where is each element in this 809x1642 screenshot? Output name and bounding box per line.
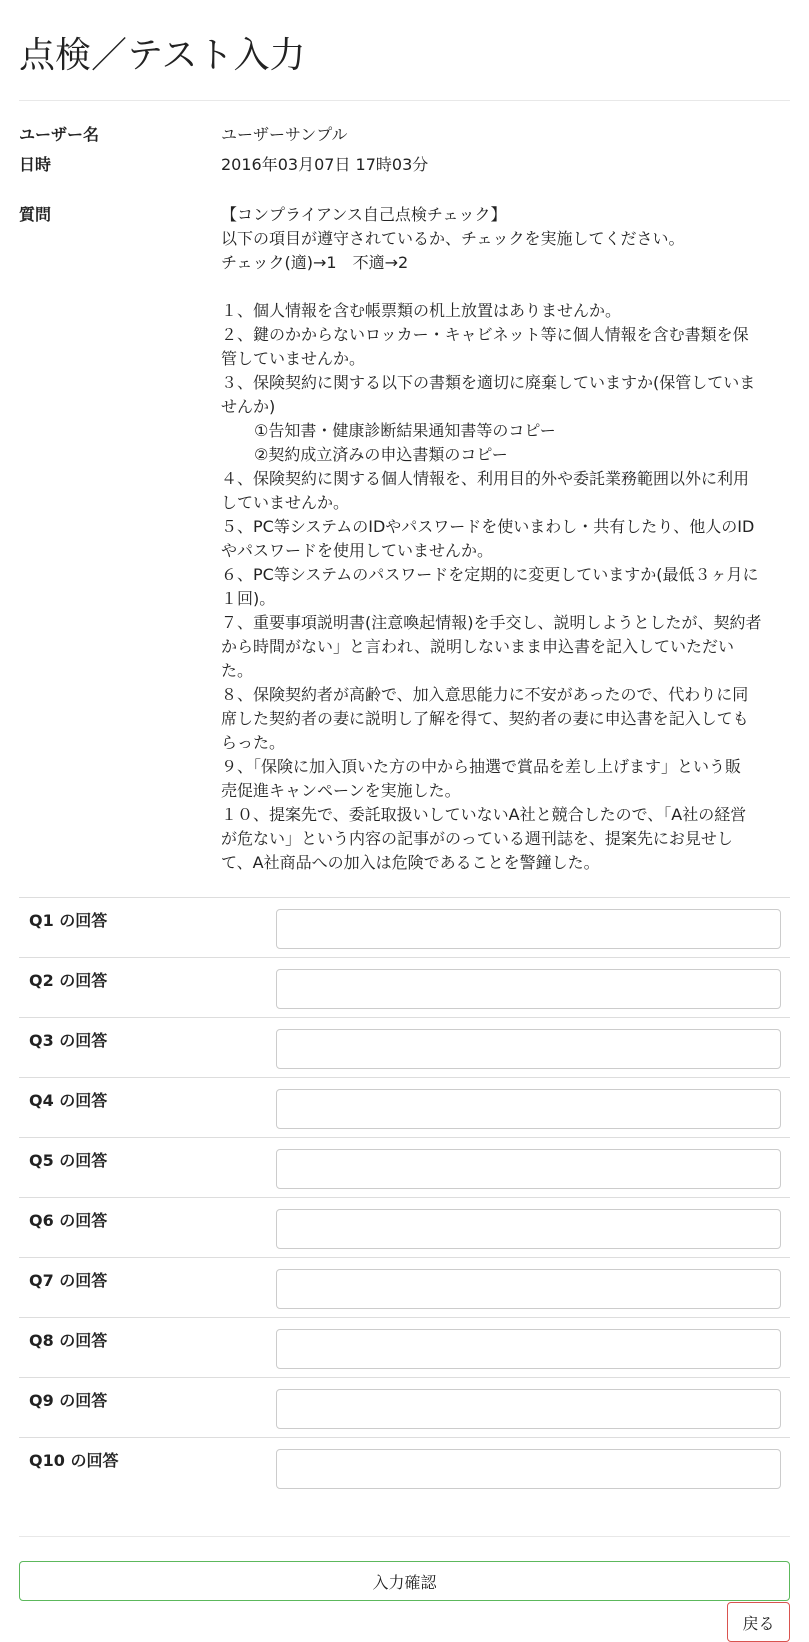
answer-input-q1[interactable] — [276, 909, 781, 949]
answer-label-q7: Q7 の回答 — [29, 1271, 108, 1290]
answer-row-q10 — [19, 1438, 790, 1498]
answer-label-q3: Q3 の回答 — [29, 1031, 108, 1050]
answer-row-q8 — [19, 1318, 790, 1378]
question-line: ８、保険契約者が高齢で、加入意思能力に不安があったので、代わりに同 — [221, 685, 749, 704]
question-line: ５、PC等システムのIDやパスワードを使いまわし・共有したり、他人のID — [221, 517, 755, 536]
question-line: 【コンプライアンス自己点検チェック】 — [221, 205, 507, 224]
question-line: ９、「保険に加入頂いた方の中から抽選で賞品を差し上げます」という販 — [221, 757, 742, 776]
date-value: 2016年03月07日 17時03分 — [221, 155, 429, 174]
question-line: 管していませんか。 — [221, 349, 366, 368]
answer-input-q7[interactable] — [276, 1269, 781, 1309]
question-line: が危ない」という内容の記事がのっている週刊誌を、提案先にお見せし — [221, 829, 733, 848]
answer-row-q5 — [19, 1138, 790, 1198]
answer-row-q1 — [19, 898, 790, 958]
question-line: チェック(適)→1 不適→2 — [221, 253, 409, 272]
user-name-value: ユーザーサンプル — [221, 125, 348, 144]
question-label: 質問 — [19, 205, 52, 224]
question-line: ３、保険契約に関する以下の書類を適切に廃棄していますか(保管していま — [221, 373, 756, 392]
question-line: ６、PC等システムのパスワードを定期的に変更していますか(最低３ヶ月に — [221, 565, 759, 584]
answer-label-q10: Q10 の回答 — [29, 1451, 119, 1470]
answer-label-q2: Q2 の回答 — [29, 971, 108, 990]
date-label: 日時 — [19, 155, 52, 174]
title-divider — [19, 100, 790, 101]
question-line: やパスワードを使用していませんか。 — [221, 541, 494, 560]
answer-input-q2[interactable] — [276, 969, 781, 1009]
question-line: 売促進キャンペーンを実施した。 — [221, 781, 461, 800]
question-line: １０、提案先で、委託取扱いしていないA社と競合したので、「A社の経営 — [221, 805, 747, 824]
answer-row-q9 — [19, 1378, 790, 1438]
question-line: ４、保険契約に関する個人情報を、利用目的外や委託業務範囲以外に利用 — [221, 469, 750, 488]
question-line: から時間がない」と言われ、説明しないまま申込書を記入していただい — [221, 637, 734, 656]
answer-row-q7 — [19, 1258, 790, 1318]
question-line: らった。 — [221, 733, 286, 752]
answer-label-q9: Q9 の回答 — [29, 1391, 108, 1410]
answer-label-q8: Q8 の回答 — [29, 1331, 108, 1350]
question-line: ７、重要事項説明書(注意喚起情報)を手交し、説明しようとしたが、契約者 — [221, 613, 762, 632]
answer-row-q6 — [19, 1198, 790, 1258]
question-line: て、A社商品への加入は危険であることを警鐘した。 — [221, 853, 600, 872]
question-line: １、個人情報を含む帳票類の机上放置はありませんか。 — [221, 301, 622, 320]
question-line: 席した契約者の妻に説明し了解を得て、契約者の妻に申込書を記入しても — [221, 709, 749, 728]
question-line: ②契約成立済みの申込書類のコピー — [254, 445, 508, 464]
answer-label-q6: Q6 の回答 — [29, 1211, 108, 1230]
user-name-label: ユーザー名 — [19, 125, 100, 144]
answer-row-q2 — [19, 958, 790, 1018]
answer-input-q6[interactable] — [276, 1209, 781, 1249]
answer-row-q4 — [19, 1078, 790, 1138]
answer-input-q3[interactable] — [276, 1029, 781, 1069]
answer-row-q3 — [19, 1018, 790, 1078]
question-line: していませんか。 — [221, 493, 350, 512]
question-blank-line — [221, 275, 791, 299]
question-line: ２、鍵のかからないロッカー・キャビネット等に個人情報を含む書類を保 — [221, 325, 749, 344]
answer-label-q4: Q4 の回答 — [29, 1091, 108, 1110]
question-text — [221, 203, 791, 875]
form-divider — [19, 1536, 790, 1537]
question-line: １回)。 — [221, 589, 276, 608]
question-line: 以下の項目が遵守されているか、チェックを実施してください。 — [221, 229, 685, 248]
page-title: 点検／テスト入力 — [19, 35, 306, 76]
answer-input-q4[interactable] — [276, 1089, 781, 1129]
answer-input-q5[interactable] — [276, 1149, 781, 1189]
question-line: ①告知書・健康診断結果通知書等のコピー — [254, 421, 556, 440]
question-line: た。 — [221, 661, 254, 680]
answer-label-q1: Q1 の回答 — [29, 911, 108, 930]
back-button[interactable]: 戻る — [727, 1602, 790, 1642]
answer-input-q9[interactable] — [276, 1389, 781, 1429]
confirm-input-button[interactable]: 入力確認 — [19, 1561, 790, 1601]
answer-input-q8[interactable] — [276, 1329, 781, 1369]
answer-input-q10[interactable] — [276, 1449, 781, 1489]
answers-table — [19, 897, 790, 1498]
question-line: せんか) — [221, 397, 276, 416]
answer-label-q5: Q5 の回答 — [29, 1151, 108, 1170]
